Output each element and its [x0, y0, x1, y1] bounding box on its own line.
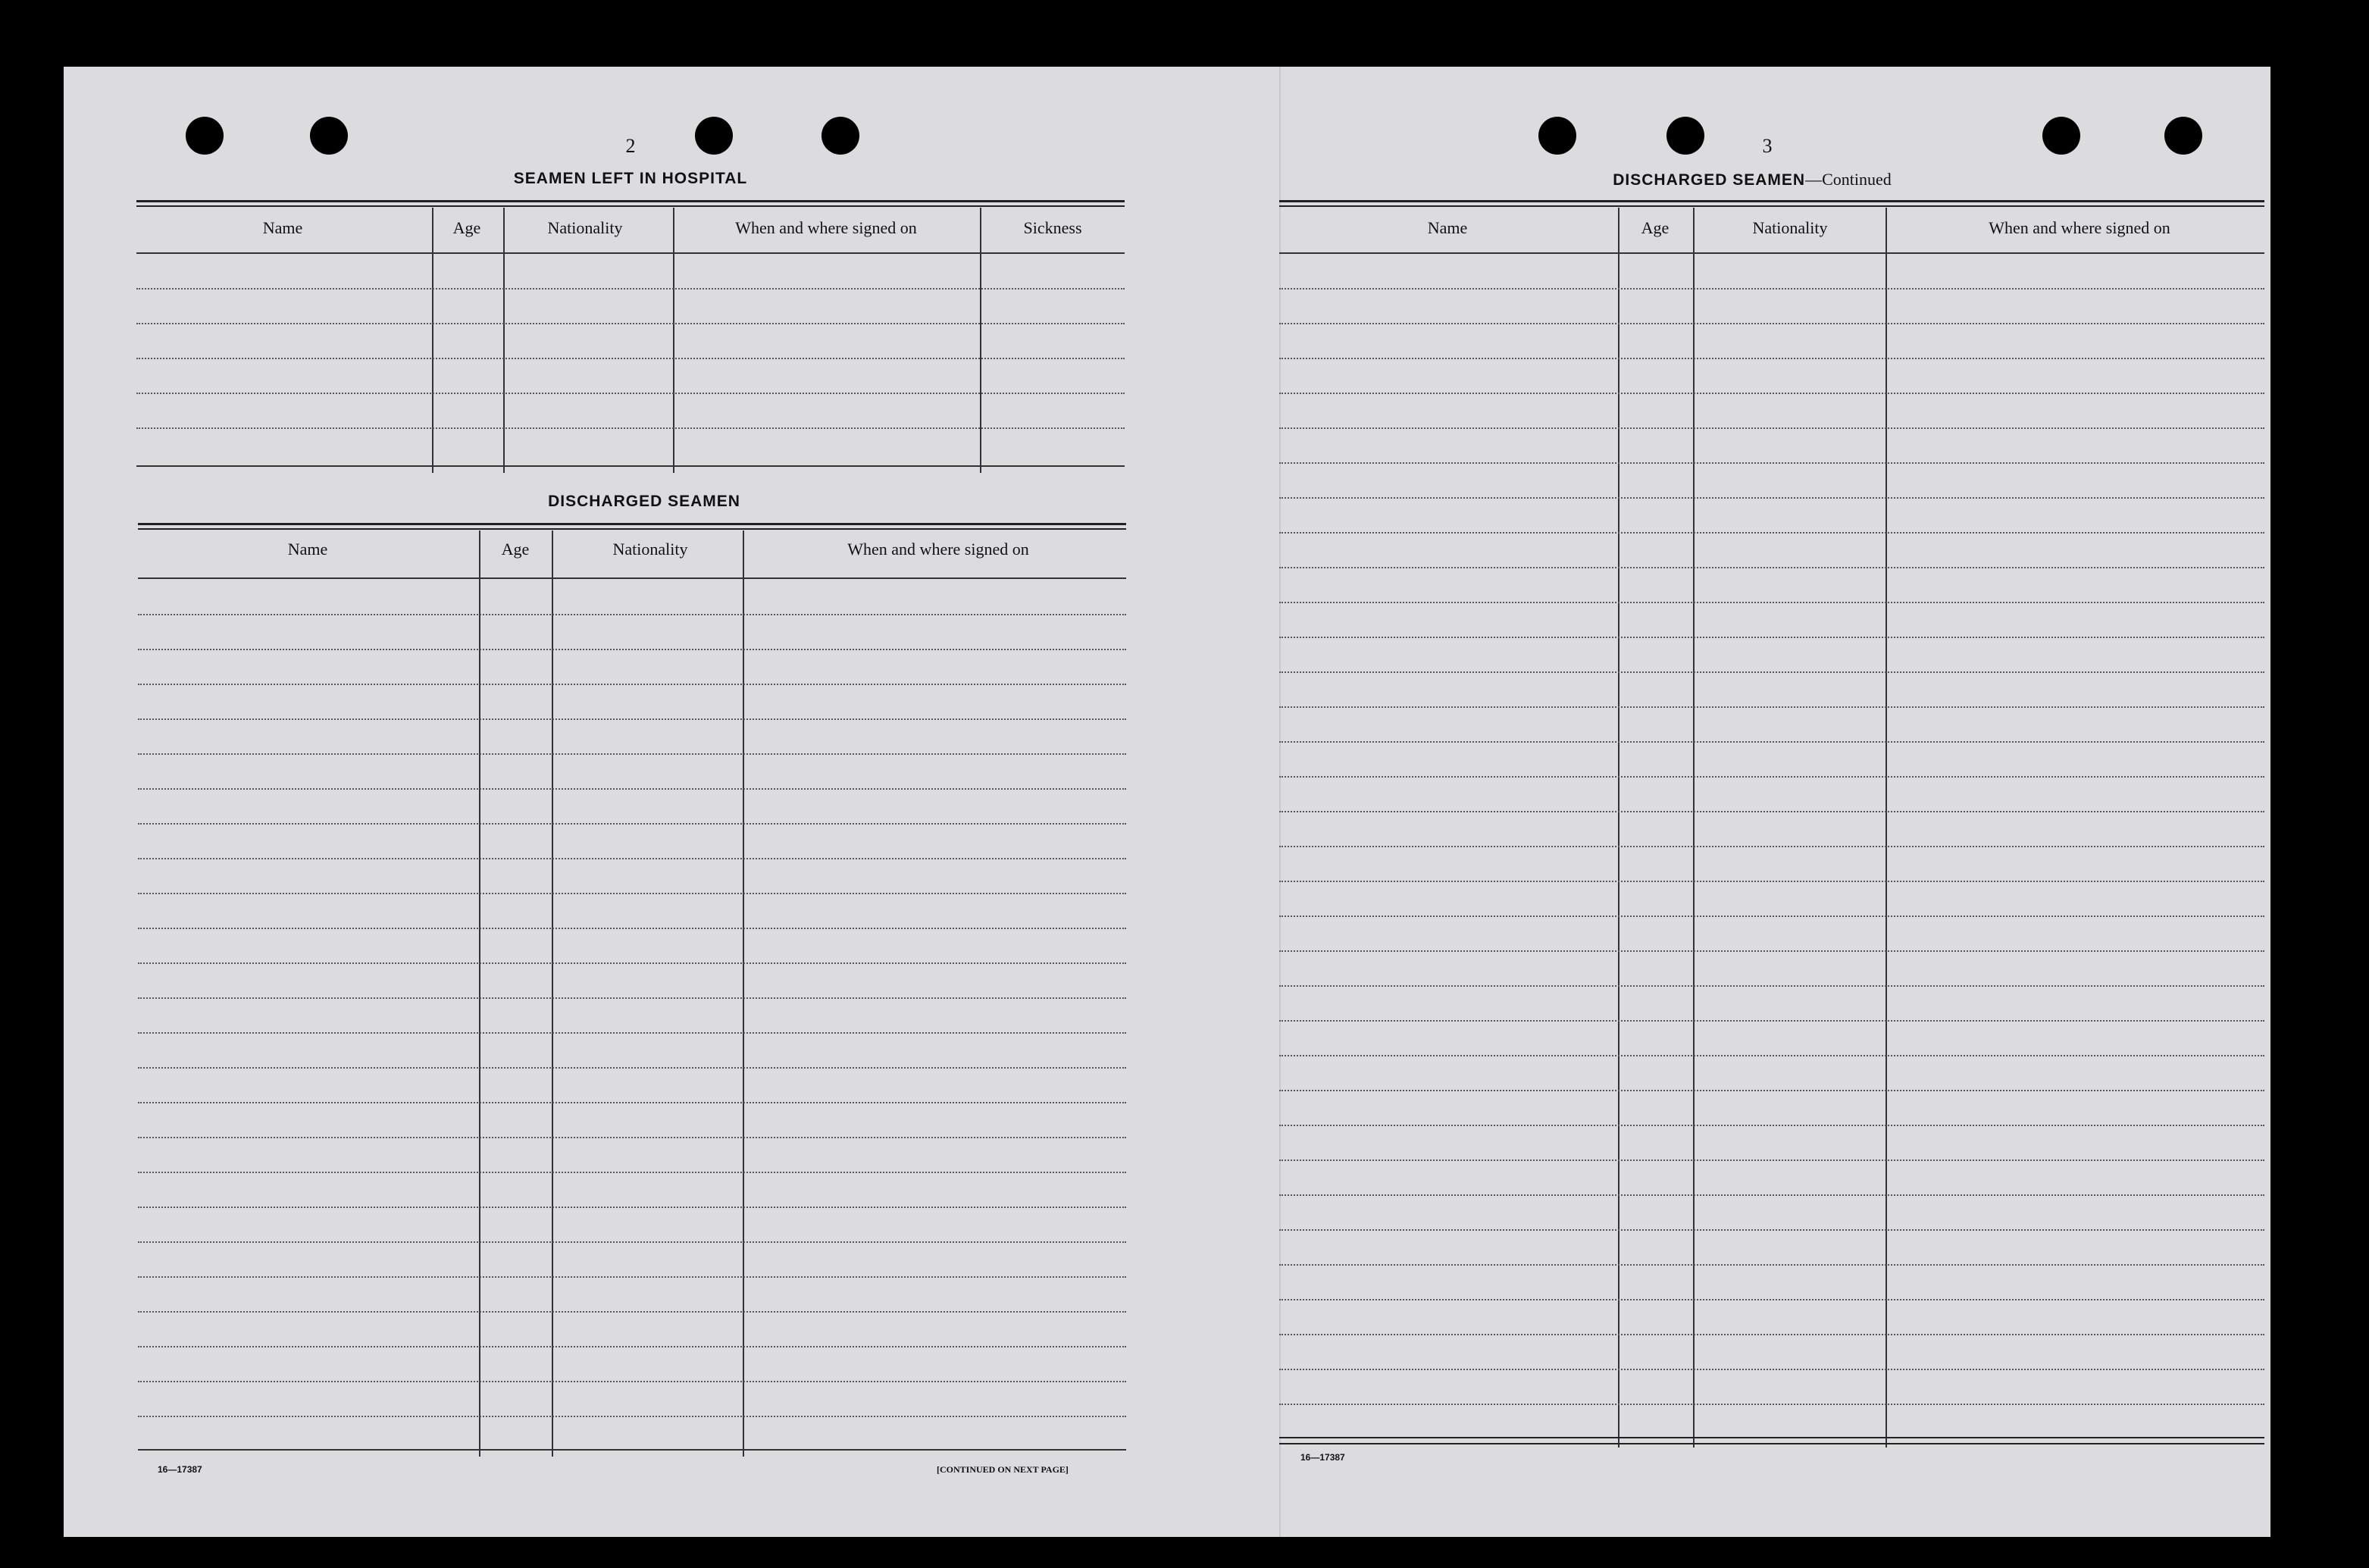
entry-line — [1279, 323, 2264, 324]
entry-line — [138, 788, 1126, 790]
punch-hole — [1666, 117, 1704, 155]
form-code-left: 16—17387 — [158, 1464, 202, 1475]
entry-line — [1279, 846, 2264, 847]
entry-line — [1279, 950, 2264, 952]
entry-line — [1279, 915, 2264, 917]
entry-line — [138, 649, 1126, 650]
col-header-when-where: When and where signed on — [1989, 218, 2170, 237]
col-header-sickness: Sickness — [1023, 218, 1082, 237]
form-code-right: 16—17387 — [1300, 1452, 1345, 1463]
entry-line — [1279, 1090, 2264, 1091]
discharged-section-title: DISCHARGED SEAMEN — [548, 493, 740, 510]
page-number-right: 3 — [1762, 135, 1773, 157]
continued-suffix: —Continued — [1805, 170, 1892, 189]
entry-line — [1279, 1369, 2264, 1370]
entry-line — [1279, 741, 2264, 743]
table-top-rule — [138, 523, 1126, 525]
entry-line — [1279, 1334, 2264, 1335]
entry-line — [1279, 393, 2264, 394]
col-header-age: Age — [1641, 218, 1670, 237]
entry-line — [138, 1137, 1126, 1138]
column-divider — [743, 530, 744, 1457]
entry-line — [1279, 1194, 2264, 1196]
document-sheet — [64, 67, 2270, 1537]
punch-hole — [186, 117, 224, 155]
header-rule — [1279, 252, 2264, 254]
entry-line — [1279, 288, 2264, 290]
entry-line — [1279, 1299, 2264, 1300]
col-header-age: Age — [452, 218, 481, 237]
entry-line — [138, 1067, 1126, 1069]
punch-hole — [310, 117, 348, 155]
entry-line — [1279, 427, 2264, 429]
column-divider — [503, 208, 505, 473]
col-header-nationality: Nationality — [1752, 218, 1828, 237]
entry-line — [1279, 1020, 2264, 1022]
entry-line — [138, 858, 1126, 859]
entry-line — [136, 358, 1125, 359]
header-rule — [138, 577, 1126, 579]
col-header-name: Name — [262, 218, 303, 237]
column-divider — [479, 530, 480, 1457]
entry-line — [1279, 497, 2264, 499]
entry-line — [138, 1381, 1126, 1382]
entry-line — [138, 1416, 1126, 1417]
discharged-table — [138, 523, 1126, 1457]
col-header-when-where: When and where signed on — [735, 218, 917, 237]
entry-line — [1279, 881, 2264, 882]
table-bottom-rule — [138, 1449, 1126, 1451]
entry-line — [1279, 706, 2264, 708]
entry-line — [1279, 671, 2264, 673]
entry-line — [1279, 567, 2264, 568]
discharged-continued-table — [1279, 200, 2264, 1449]
discharged-continued-title — [1613, 170, 1892, 189]
entry-line — [1279, 637, 2264, 638]
entry-line — [138, 1102, 1126, 1103]
entry-line — [138, 962, 1126, 964]
col-header-name: Name — [287, 540, 328, 559]
hospital-section-title: SEAMEN LEFT IN HOSPITAL — [513, 170, 748, 187]
entry-line — [138, 753, 1126, 755]
entry-line — [138, 718, 1126, 720]
entry-line — [138, 1276, 1126, 1278]
table-top-rule — [1279, 205, 2264, 207]
entry-line — [1279, 1264, 2264, 1266]
punch-hole — [695, 117, 733, 155]
entry-line — [138, 614, 1126, 615]
entry-line — [1279, 532, 2264, 534]
hospital-table — [136, 200, 1125, 540]
entry-line — [138, 928, 1126, 929]
entry-line — [138, 893, 1126, 894]
entry-line — [1279, 462, 2264, 464]
entry-line — [138, 684, 1126, 685]
table-top-rule — [138, 528, 1126, 530]
entry-line — [1279, 1404, 2264, 1405]
column-divider — [432, 208, 433, 473]
entry-line — [1279, 1125, 2264, 1126]
table-top-rule — [136, 200, 1125, 202]
punch-hole — [2042, 117, 2080, 155]
entry-line — [136, 427, 1125, 429]
entry-line — [1279, 776, 2264, 778]
punch-hole — [1538, 117, 1576, 155]
header-rule — [136, 252, 1125, 254]
entry-line — [1279, 602, 2264, 603]
entry-line — [138, 823, 1126, 825]
col-header-nationality: Nationality — [612, 540, 688, 559]
entry-line — [138, 1311, 1126, 1313]
entry-line — [138, 997, 1126, 999]
column-divider — [552, 530, 553, 1457]
punch-hole — [821, 117, 859, 155]
entry-line — [138, 1346, 1126, 1347]
entry-line — [1279, 985, 2264, 987]
entry-line — [138, 1241, 1126, 1243]
table-top-rule — [136, 205, 1125, 207]
entry-line — [136, 288, 1125, 290]
col-header-when-where: When and where signed on — [847, 540, 1029, 559]
table-bottom-rule — [1279, 1437, 2264, 1438]
entry-line — [1279, 811, 2264, 812]
table-top-rule — [1279, 200, 2264, 202]
col-header-age: Age — [501, 540, 530, 559]
table-bottom-rule — [1279, 1443, 2264, 1444]
column-divider — [980, 208, 981, 473]
entry-line — [136, 323, 1125, 324]
entry-line — [136, 393, 1125, 394]
punch-hole — [2164, 117, 2202, 155]
continued-note: [CONTINUED ON NEXT PAGE] — [937, 1464, 1069, 1475]
entry-line — [138, 1207, 1126, 1208]
page-number-left: 2 — [625, 135, 636, 157]
col-header-name: Name — [1427, 218, 1468, 237]
entry-line — [1279, 1055, 2264, 1056]
entry-line — [138, 1032, 1126, 1034]
table-bottom-rule — [136, 465, 1125, 467]
entry-line — [138, 1172, 1126, 1173]
entry-line — [1279, 1229, 2264, 1231]
entry-line — [1279, 1160, 2264, 1161]
entry-line — [1279, 358, 2264, 359]
discharged-continued-title-main: DISCHARGED SEAMEN — [1613, 171, 1806, 189]
column-divider — [673, 208, 674, 473]
col-header-nationality: Nationality — [547, 218, 623, 237]
